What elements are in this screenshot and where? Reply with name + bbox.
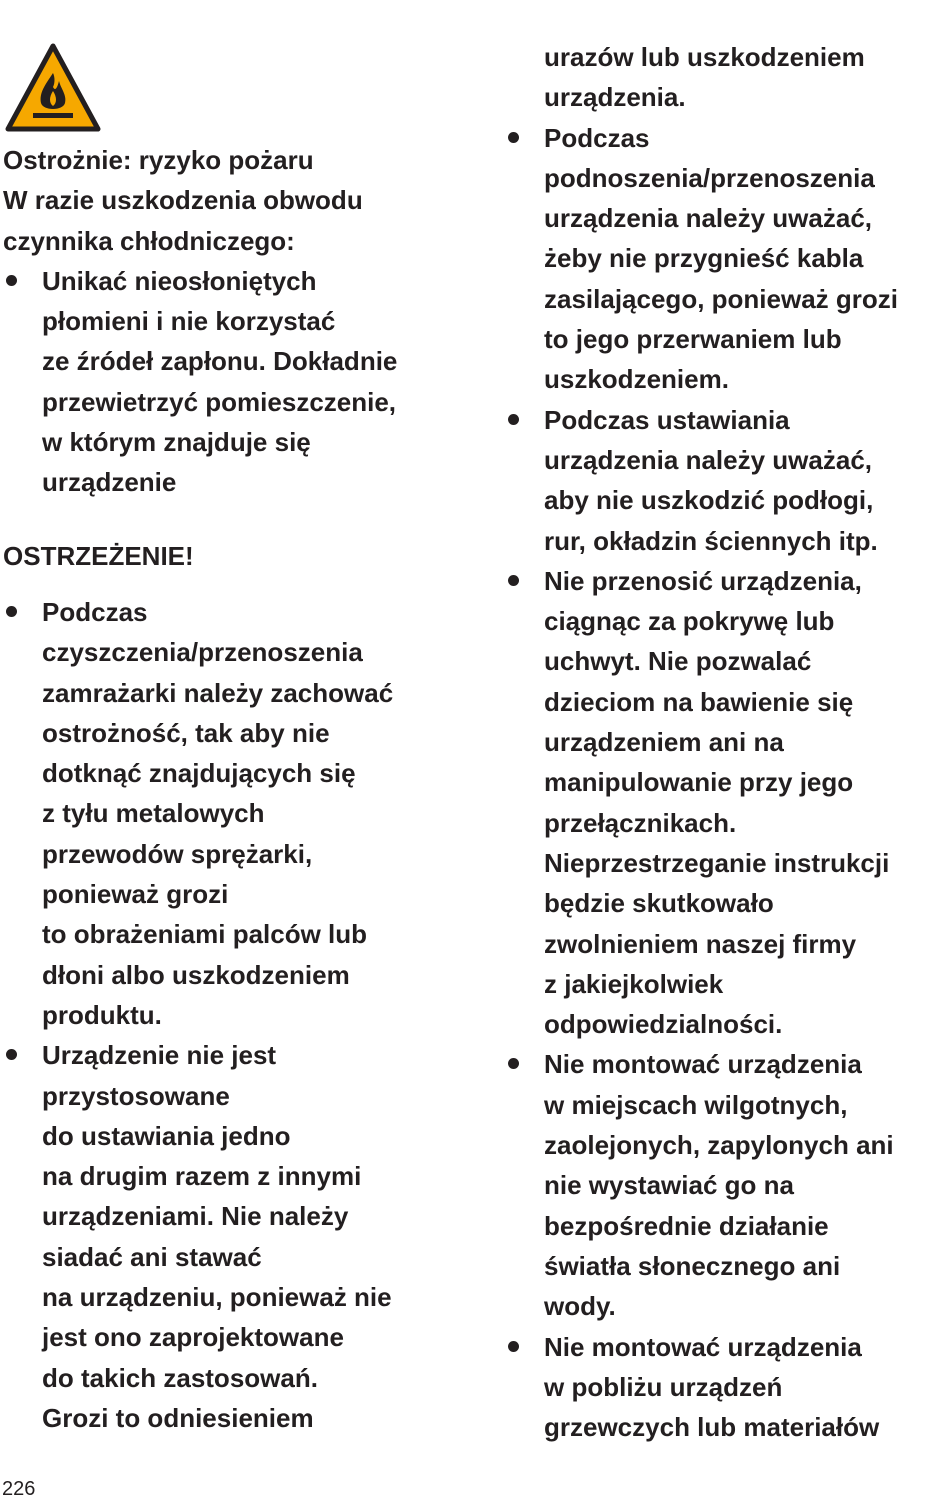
fire-caution-text: [3, 140, 473, 261]
list-item: Unikać nieosłoniętych płomieni i nie korzystać ze źródeł zapłonu. Dokładnie przewietrzyć pomieszczenie, w którym znajduje się urządzenie: [3, 261, 473, 503]
caution-line: W razie uszkodzenia obwodu: [3, 185, 363, 216]
list-item: Nie przenosić urządzenia, ciągnąc za pokrywę lub uchwyt. Nie pozwalać dzieciom na bawienie się urządzeniem ani na manipulowanie przy jego przełącznikach. Nieprzestrzeganie instrukcji będzie skutkowało zwolnieniem naszej firmy z jakiejkolwiek odpowiedzialności.: [505, 561, 950, 1045]
flammable-warning-icon: [5, 43, 101, 133]
list-item: Podczas czyszczenia/przenoszenia zamrażarki należy zachować ostrożność, tak aby nie dotknąć znajdujących się z tyłu metalowych przewodów sprężarki, ponieważ grozi to obrażeniami palców lub dłoni albo uszkodzeniem produktu.: [3, 592, 473, 1035]
page-number: 226: [2, 1478, 36, 1500]
warning-list: [3, 592, 473, 1438]
warning-list-continued: [505, 118, 950, 1448]
caution-list: [3, 261, 473, 503]
caution-line: czynnika chłodniczego:: [3, 225, 295, 256]
list-item: Nie montować urządzenia w pobliżu urządzeń grzewczych lub materiałów: [505, 1327, 950, 1448]
left-column: [3, 140, 473, 1438]
right-column: [505, 37, 950, 1447]
list-item: Urządzenie nie jest przystosowane do ustawiania jedno na drugim razem z innymi urządzeniami. Nie należy siadać ani stawać na urządzeniu, ponieważ nie jest ono zaprojektowane do takich zastosowań. Grozi to odniesieniem: [3, 1035, 473, 1438]
continuation-text: [505, 37, 950, 118]
warning-heading: OSTRZEŻENIE!: [3, 540, 194, 571]
list-item: Podczas ustawiania urządzenia należy uważać, aby nie uszkodzić podłogi, rur, okładzin ściennych itp.: [505, 400, 950, 561]
continuation-line: urządzenia.: [544, 82, 686, 113]
list-item: Podczas podnoszenia/przenoszenia urządzenia należy uważać, żeby nie przygnieść kabla zasilającego, ponieważ grozi to jego przerwaniem lub uszkodzeniem.: [505, 118, 950, 400]
caution-line: Ostrożnie: ryzyko pożaru: [3, 145, 314, 175]
list-item: Nie montować urządzenia w miejscach wilgotnych, zaolejonych, zapylonych ani nie wystawiać go na bezpośrednie działanie światła słonecznego ani wody.: [505, 1044, 950, 1326]
continuation-line: urazów lub uszkodzeniem: [544, 42, 865, 72]
